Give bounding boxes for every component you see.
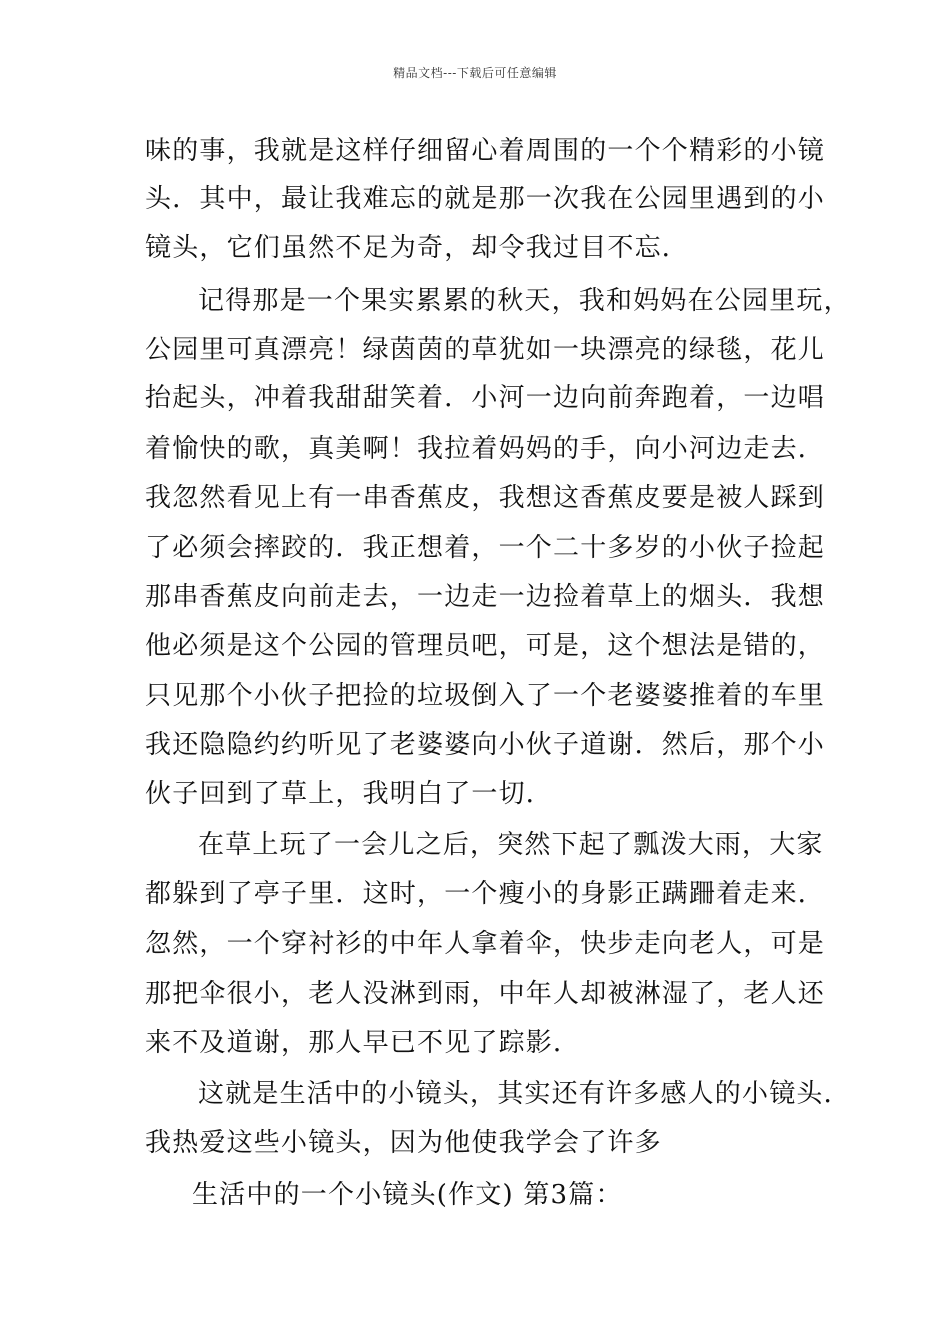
body-line: 味的事，我就是这样仔细留心着周围的一个个精彩的小镜: [145, 136, 826, 166]
paragraph-first-line: 在草上玩了一会儿之后，突然下起了瓢泼大雨，大家: [198, 830, 824, 860]
body-line: 只见那个小伙子把捡的垃圾倒入了一个老婆婆推着的车里: [145, 681, 826, 711]
body-line: 着愉快的歌，真美啊！我拉着妈妈的手，向小河边走去．: [145, 434, 826, 464]
body-line: 头．其中，最让我难忘的就是那一次我在公园里遇到的小: [145, 184, 826, 214]
page-header: 精品文档---下载后可任意编辑: [393, 66, 557, 80]
body-line: 他必须是这个公园的管理员吧，可是，这个想法是错的，: [145, 631, 826, 661]
body-line: 我忽然看见上有一串香蕉皮，我想这香蕉皮要是被人踩到: [145, 483, 826, 513]
body-line: 伙子回到了草上，我明白了一切．: [145, 779, 554, 809]
body-line: 那把伞很小，老人没淋到雨，中年人却被淋湿了，老人还: [145, 979, 826, 1009]
paragraph-first-line: 这就是生活中的小镜头，其实还有许多感人的小镜头．: [198, 1079, 851, 1109]
paragraph-first-line: 记得那是一个果实累累的秋天，我和妈妈在公园里玩，: [198, 286, 851, 316]
section-heading: 生活中的一个小镜头(作文) 第3篇：: [192, 1180, 623, 1210]
body-line: 来不及道谢，那人早已不见了踪影．: [145, 1028, 581, 1058]
body-line: 公园里可真漂亮！绿茵茵的草犹如一块漂亮的绿毯，花儿: [145, 335, 826, 365]
body-line: 镜头，它们虽然不足为奇，却令我过目不忘．: [145, 233, 690, 263]
body-line: 抬起头，冲着我甜甜笑着．小河一边向前奔跑着，一边唱: [145, 383, 826, 413]
body-line: 忽然，一个穿衬衫的中年人拿着伞，快步走向老人，可是: [145, 929, 826, 959]
body-line: 那串香蕉皮向前走去，一边走一边捡着草上的烟头．我想: [145, 582, 826, 612]
body-line: 我还隐隐约约听见了老婆婆向小伙子道谢．然后，那个小: [145, 730, 826, 760]
body-line: 都躲到了亭子里．这时，一个瘦小的身影正蹒跚着走来．: [145, 879, 826, 909]
body-line: 我热爱这些小镜头，因为他使我学会了许多: [145, 1128, 662, 1158]
body-line: 了必须会摔跤的．我正想着，一个二十多岁的小伙子捡起: [145, 533, 826, 563]
